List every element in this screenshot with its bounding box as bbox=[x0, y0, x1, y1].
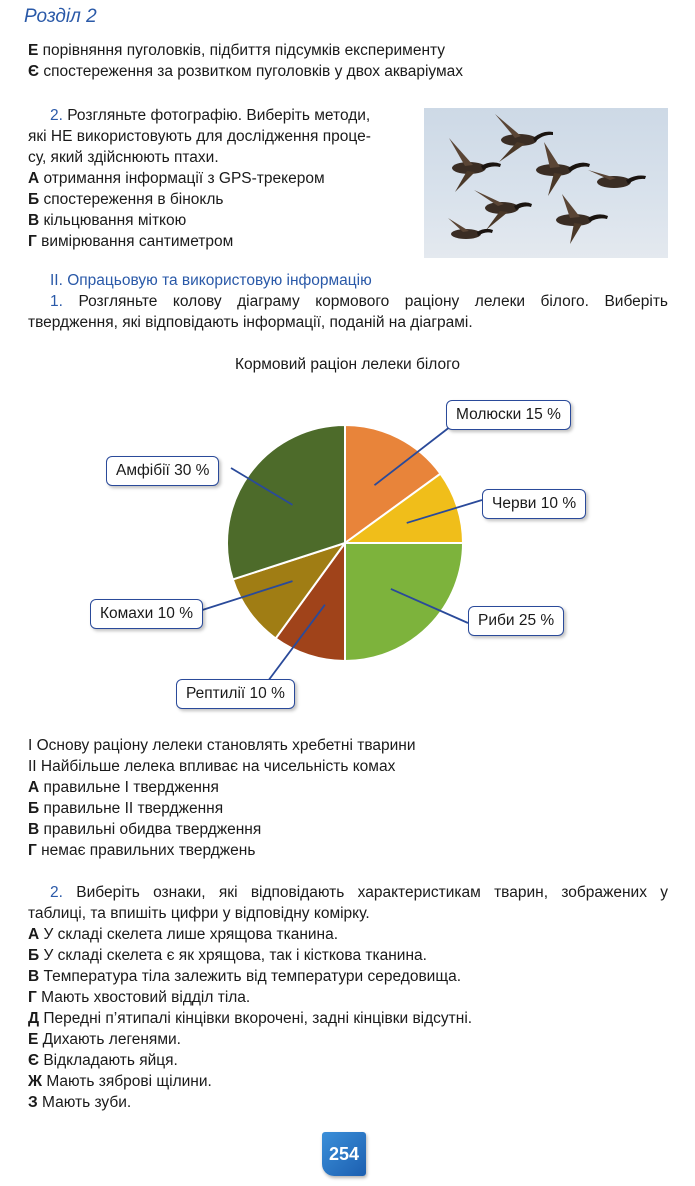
section-two bbox=[28, 270, 668, 333]
option-line bbox=[28, 945, 668, 966]
option-line bbox=[28, 1029, 668, 1050]
slice-label-worms: Черви 10 % bbox=[482, 489, 586, 519]
option-letter: Є bbox=[28, 1052, 40, 1069]
geese-illustration bbox=[424, 108, 668, 258]
option-text: Мають хвостовий відділ тіла. bbox=[41, 989, 251, 1006]
option-line bbox=[28, 840, 416, 861]
option-line bbox=[28, 1050, 668, 1071]
option-line bbox=[28, 819, 416, 840]
option-letter: А bbox=[28, 926, 40, 943]
pie-chart bbox=[0, 380, 695, 720]
option-text: порівняння пуголовків, підбиття підсумків експерименту bbox=[42, 42, 446, 59]
traits-question bbox=[28, 882, 668, 1113]
option-text: У складі скелета лише хрящова тканина. bbox=[43, 926, 339, 943]
option-text: Дихають легенями. bbox=[42, 1031, 181, 1048]
question-number: 2. bbox=[50, 107, 63, 124]
option-letter: А bbox=[28, 779, 40, 796]
option-text: немає правильних тверджень bbox=[41, 842, 256, 859]
option-line bbox=[28, 987, 668, 1008]
option-letter: Б bbox=[28, 947, 40, 964]
option-line bbox=[28, 924, 668, 945]
photo-question bbox=[28, 105, 408, 252]
option-text: правильні обидва твердження bbox=[43, 821, 262, 838]
statement-two: ІІ Найбільше лелека впливає на чисельність комах bbox=[28, 758, 396, 775]
option-line bbox=[28, 40, 463, 61]
question-line bbox=[28, 105, 408, 126]
option-text: Мають зяброві щілини. bbox=[46, 1073, 212, 1090]
option-letter: Е bbox=[28, 1031, 39, 1048]
option-letter: В bbox=[28, 212, 40, 229]
question-number: 1. bbox=[50, 293, 63, 310]
option-letter: Д bbox=[28, 1010, 40, 1027]
geese-photo bbox=[424, 108, 668, 258]
question-line: твердження, які відповідають інформації, поданій на діаграмі. bbox=[28, 314, 473, 331]
option-letter: З bbox=[28, 1094, 38, 1111]
option-text: спостереження за розвитком пуголовків у двох акваріумах bbox=[43, 63, 464, 80]
option-line bbox=[28, 1071, 668, 1092]
previous-question-options bbox=[28, 40, 463, 82]
question-text: Розгляньте колову діаграму кормового раціону лелеки білого. Виберіть bbox=[78, 293, 669, 310]
option-line bbox=[28, 189, 408, 210]
option-line bbox=[28, 231, 408, 252]
slice-label-reptiles: Рептилії 10 % bbox=[176, 679, 295, 709]
option-letter: А bbox=[28, 170, 40, 187]
option-letter: Г bbox=[28, 842, 37, 859]
page-number: 254 bbox=[322, 1132, 366, 1176]
slice-label-molluscs: Молюски 15 % bbox=[446, 400, 571, 430]
question-line: су, який здійснюють птахи. bbox=[28, 149, 219, 166]
option-line bbox=[28, 168, 408, 189]
option-line bbox=[28, 210, 408, 231]
option-text: Мають зуби. bbox=[42, 1094, 132, 1111]
option-line bbox=[28, 1008, 668, 1029]
section-heading: ІІ. Опрацьовую та використовую інформацію bbox=[50, 272, 372, 289]
question-number: 2. bbox=[50, 884, 63, 901]
option-letter: Б bbox=[28, 191, 40, 208]
question-line bbox=[28, 882, 668, 903]
slice-label-fish: Риби 25 % bbox=[468, 606, 564, 636]
option-line bbox=[28, 777, 416, 798]
option-letter: Г bbox=[28, 233, 37, 250]
option-text: Передні п’ятипалі кінцівки вкорочені, задні кінцівки відсутні. bbox=[43, 1010, 473, 1027]
option-text: вимірювання сантиметром bbox=[41, 233, 234, 250]
option-text: спостереження в бінокль bbox=[43, 191, 224, 208]
option-line bbox=[28, 1092, 668, 1113]
option-line bbox=[28, 798, 416, 819]
option-letter: Г bbox=[28, 989, 37, 1006]
option-text: Відкладають яйця. bbox=[43, 1052, 178, 1069]
option-text: отримання інформації з GPS-трекером bbox=[43, 170, 325, 187]
option-text: У складі скелета є як хрящова, так і кісткова тканина. bbox=[43, 947, 427, 964]
statements bbox=[28, 735, 416, 861]
option-letter: Ж bbox=[28, 1073, 43, 1090]
slice-label-amphibians: Амфібії 30 % bbox=[106, 456, 219, 486]
question-line: таблиці, та впишіть цифри у відповідну комірку. bbox=[28, 905, 370, 922]
option-letter: Е bbox=[28, 42, 39, 59]
chart-title: Кормовий раціон лелеки білого bbox=[234, 356, 461, 373]
question-line bbox=[28, 291, 668, 312]
question-line: які НЕ використовують для дослідження проце- bbox=[28, 128, 371, 145]
option-text: Температура тіла залежить від температури середовища. bbox=[43, 968, 462, 985]
option-letter: Є bbox=[28, 63, 40, 80]
option-letter: Б bbox=[28, 800, 40, 817]
section-header: Розділ 2 bbox=[24, 6, 97, 27]
question-text: Виберіть ознаки, які відповідають характеристикам тварин, зображених у bbox=[76, 884, 668, 901]
option-text: кільцювання міткою bbox=[43, 212, 187, 229]
option-letter: В bbox=[28, 968, 40, 985]
pie-slice-fish bbox=[345, 543, 463, 661]
option-text: правильне ІІ твердження bbox=[43, 800, 224, 817]
statement-one: І Основу раціону лелеки становлять хребетні тварини bbox=[28, 737, 416, 754]
question-text: Розгляньте фотографію. Виберіть методи, bbox=[67, 107, 371, 124]
option-letter: В bbox=[28, 821, 40, 838]
option-text: правильне І твердження bbox=[43, 779, 219, 796]
option-line bbox=[28, 966, 668, 987]
slice-label-insects: Комахи 10 % bbox=[90, 599, 203, 629]
option-line bbox=[28, 61, 463, 82]
